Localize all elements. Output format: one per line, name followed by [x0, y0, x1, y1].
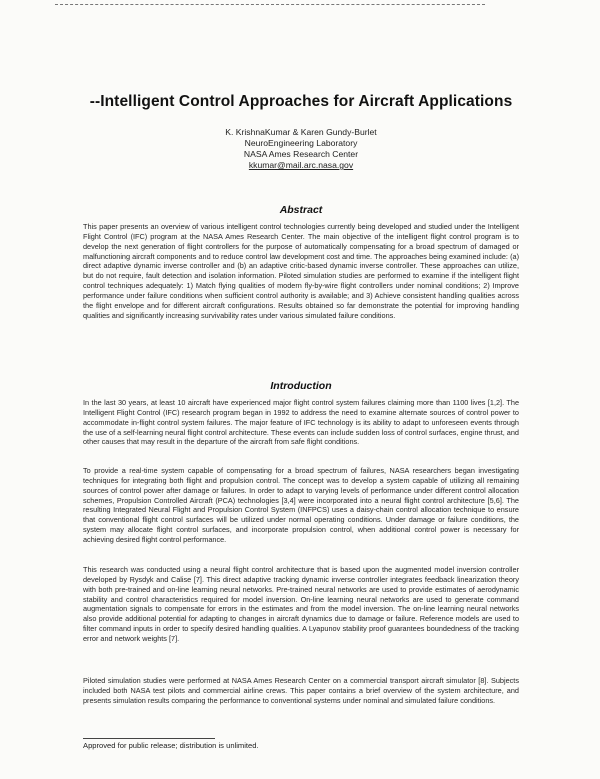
intro-paragraph-1: In the last 30 years, at least 10 aircraft have experienced major flight control system failures claiming more than 1100 lives [1,2]. The Intelligent Flight Control (IFC) research program began in 1992 to address the need to examine alternate sources of control power to accommodate in-flight control system failures. The major feature of IFC technology is its ability to adapt to unforeseen events through the use of a self-learning neural flight control architecture. These events can include sudden loss of control surfaces, engine thrust, and other causes that may result in the departure of the aircraft from safe flight conditions. — [83, 398, 519, 447]
author-org: NASA Ames Research Center — [243, 149, 359, 159]
abstract-heading: Abstract — [279, 204, 323, 216]
introduction-heading: Introduction — [270, 380, 332, 392]
paper-title: --Intelligent Control Approaches for Aircraft Applications — [89, 93, 513, 110]
author-email[interactable]: kkumar@mail.arc.nasa.gov — [248, 160, 354, 170]
footnote: Approved for public release; distribution is unlimited. — [83, 741, 259, 750]
intro-paragraph-2: To provide a real-time system capable of compensating for a broad spectrum of failures, NASA researchers began investigating techniques for integrating both flight and propulsion control. The concept was to develop a system capable of utilizing all remaining sources of control power after damage or failures. In order to adapt to varying levels of performance under different control allocation schemes, Propulsion Controlled Aircraft (PCA) technologies [3,4] were incorporated into a neural flight control architecture [5,6]. The resulting Integrated Neural Flight and Propulsion Control System (INFPCS) uses a daisy-chain control allocation technique to ensure that conventional flight control surfaces will be utilized under normal operating conditions. Under damage or failure conditions, the system may allocate flight control surfaces, and incorporate propulsion control, when additional control power is necessary for achieving desired flight control performance. — [83, 466, 519, 544]
abstract-text: This paper presents an overview of various intelligent control technologies currently being developed and studied under the Intelligent Flight Control (IFC) program at the NASA Ames Research Center. The main objective of the intelligent flight control program is to develop the next generation of flight controllers for the purpose of automatically compensating for a broad spectrum of damaged or malfunctioning aircraft components and to reduce control law development cost and time. The approaches being examined include: (a) direct adaptive dynamic inverse controller and (b) an adaptive critic-based dynamic inverse controller. These approaches can utilize, but do not require, fault detection and isolation information. Piloted simulation studies are performed to examine if the intelligent flight control techniques adequately: 1) Match flying qualities of modern fly-by-wire flight controllers under nominal conditions; 2) Improve performance under failure conditions when sufficient control authority is available; and 3) Achieve consistent handling qualities across the flight envelope and for different aircraft configurations. Results obtained so far demonstrate the potential for improving handling qualities and significantly increasing survivability rates under various simulated failure conditions. — [83, 222, 519, 320]
author-lab: NeuroEngineering Laboratory — [244, 138, 358, 148]
footnote-rule — [83, 738, 215, 739]
author-block — [83, 127, 519, 171]
author-names: K. KrishnaKumar & Karen Gundy-Burlet — [225, 127, 377, 137]
scan-artifact-rule — [55, 4, 485, 5]
intro-paragraph-4: Piloted simulation studies were performed at NASA Ames Research Center on a commercial transport aircraft simulator [8]. Subjects included both NASA test pilots and commercial airline crews. This paper contains a brief overview of the system architecture, and presents simulation results comparing the performance to conventional systems under nominal and simulated failure conditions. — [83, 676, 519, 705]
intro-paragraph-3: This research was conducted using a neural flight control architecture that is based upon the augmented model inversion controller developed by Rysdyk and Calise [7]. This direct adaptive tracking dynamic inverse controller integrates feedback linearization theory with both pre-trained and on-line learning neural networks. Pre-trained neural networks are used to provide estimates of aerodynamic stability and control characteristics required for model inversion. On-line learning neural networks are used to generate command augmentation signals to compensate for errors in the estimates and from the model inversion. The on-line learning neural networks also provide additional potential for adapting to changes in aircraft dynamics due to damage or failure. Reference models are used to filter command inputs in order to specify desired handling qualities. A Lyapunov stability proof guarantees boundedness of the tracking error and network weights [7]. — [83, 565, 519, 643]
